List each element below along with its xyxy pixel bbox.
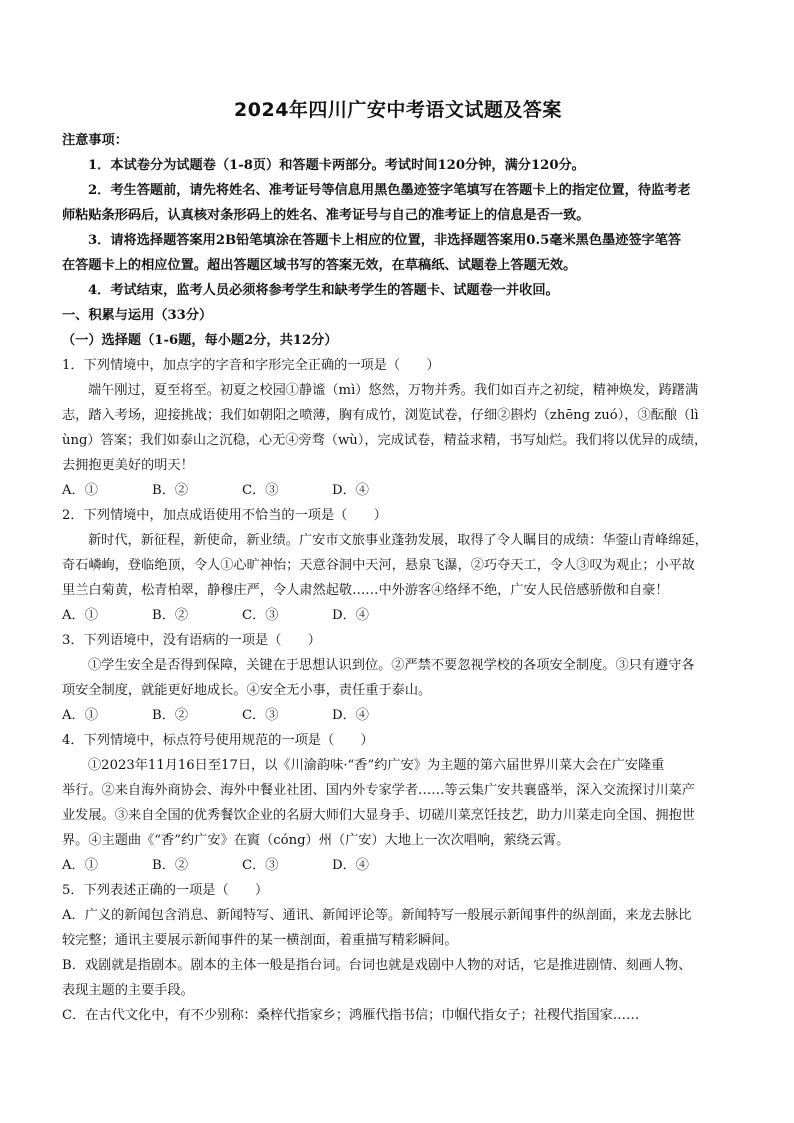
option-d: D．④	[332, 858, 369, 873]
option-a: A．①	[62, 708, 98, 723]
notice-item: 在答题卡上的相应位置。超出答题区域书写的答案无效，在草稿纸、试题卷上答题无效。	[62, 258, 577, 273]
question-stem: 3．下列语境中，没有语病的一项是（ ）	[62, 633, 321, 648]
option-b: B．②	[152, 608, 189, 623]
option-c: C．③	[242, 708, 279, 723]
passage-line: 志，踏入考场，迎接挑战；我们如朝阳之喷薄，胸有成竹，浏览试卷，仔细②斟灼（zhēng zuó），③酝酿（lì	[62, 408, 699, 423]
option-d: D．④	[332, 608, 369, 623]
question-stem: 5．下列表述正确的一项是（ ）	[62, 883, 269, 898]
passage-line: 项安全制度，就能更好地成长。④安全无小事，责任重于泰山。	[62, 683, 432, 698]
answer-options	[62, 853, 734, 878]
page-title: 2024年四川广安中考语文试题及答案	[234, 99, 562, 121]
notice-item: 3．请将选择题答案用2B铅笔填涂在答题卡上相应的位置，非选择题答案用0.5毫米黑色墨迹签字笔答	[88, 233, 682, 248]
answer-options	[62, 703, 734, 728]
question-stem: 1．下列情境中，加点字的字音和字形完全正确的一项是（ ）	[62, 358, 440, 373]
option-c: C．③	[242, 858, 279, 873]
part-heading: （一）选择题（1-6题，每小题2分，共12分）	[62, 333, 338, 348]
option-line: 表现主题的主要手段。	[62, 983, 194, 998]
option-a: A．①	[62, 483, 98, 498]
answer-options	[62, 478, 734, 503]
option-line: A．广义的新闻包含消息、新闻特写、通讯、新闻评论等。新闻特写一般展示新闻事件的纵剖面，来龙去脉比	[62, 908, 692, 923]
passage-line: 里兰白菊黄，松青柏翠，静穆庄严，令人肃然起敬……中外游客④络绎不绝，广安人民倍感骄傲和自豪！	[62, 583, 669, 598]
notice-item: 师粘贴条形码后，认真核对条形码上的姓名、准考证号与自己的准考证上的信息是否一致。	[62, 208, 590, 223]
passage-line: ①2023年11月16日至17日，以《川渝韵味·“香”约广安》为主题的第六届世界川菜大会在广安隆重	[88, 758, 665, 773]
passage-line: 新时代，新征程，新使命，新业绩。广安市文旅事业蓬勃发展，取得了令人瞩目的成绩：华蓥山青峰绵延，	[88, 533, 708, 548]
option-d: D．④	[332, 708, 369, 723]
option-c: C．③	[242, 608, 279, 623]
option-d: D．④	[332, 483, 369, 498]
passage-line: 奇石嶙峋，登临绝顶，令人①心旷神怡；天意谷洞中天河，悬泉飞瀑，②巧夺天工，令人③叹为观止；小平故	[62, 558, 695, 573]
passage-line: 去拥抱更美好的明天！	[62, 458, 194, 473]
passage-line: 举行。②来自海外商协会、海外中餐业社团、国内外专家学者……等云集广安共襄盛举，深入交流探讨川菜产	[62, 783, 695, 798]
option-a: A．①	[62, 858, 98, 873]
section-heading: 一、积累与运用（33分）	[62, 308, 213, 323]
passage-line: 业发展。③来自全国的优秀餐饮企业的名厨大师们大显身手、切磋川菜烹饪技艺，助力川菜走向全国、拥抱世	[62, 808, 695, 823]
option-b: B．②	[152, 858, 189, 873]
question-stem: 4．下列情境中，标点符号使用规范的一项是（ ）	[62, 733, 374, 748]
option-line: C．在古代文化中，有不少别称：桑梓代指家乡；鸿雁代指书信；巾帼代指女子；社稷代指国家……	[62, 1008, 640, 1023]
option-line: B．戏剧就是指剧本。剧本的主体一般是指台词。台词也就是戏剧中人物的对话，它是推进剧情、刻画人物、	[62, 958, 692, 973]
passage-line: 端午刚过，夏至将至。初夏之校园①静谧（mì）悠然，万物并秀。我们如百卉之初绽，精神焕发，踌躇满	[88, 383, 699, 398]
option-a: A．①	[62, 608, 98, 623]
option-b: B．②	[152, 483, 189, 498]
notice-item: 4．考试结束，监考人员必须将参考学生和缺考学生的答题卡、试题卷一并收回。	[88, 283, 559, 298]
answer-options	[62, 603, 734, 628]
option-b: B．②	[152, 708, 189, 723]
option-line: 较完整；通讯主要展示新闻事件的某一横剖面，着重描写精彩瞬间。	[62, 933, 458, 948]
notice-item: 1．本试卷分为试题卷（1-8页）和答题卡两部分。考试时间120分钟，满分120分。	[88, 158, 585, 173]
question-stem: 2．下列情境中，加点成语使用不恰当的一项是（ ）	[62, 508, 387, 523]
option-c: C．③	[242, 483, 279, 498]
notice-item: 2．考生答题前，请先将姓名、准考证号等信息用黑色墨迹签字笔填写在答题卡上的指定位置，待监考老	[88, 183, 691, 198]
passage-line: ùng）答案；我们如泰山之沉稳，心无④旁骛（wù），完成试卷，精益求精，书写灿烂。我们将以优异的成绩，	[62, 433, 708, 448]
passage-line: 界。④主题曲《“香”约广安》在賨（cóng）州（广安）大地上一次次唱响，萦绕云霄。	[62, 833, 570, 848]
notice-heading: 注意事项：	[62, 133, 128, 148]
passage-line: ①学生安全是否得到保障，关键在于思想认识到位。②严禁不要忽视学校的各项安全制度。③只有遵守各	[88, 658, 695, 673]
